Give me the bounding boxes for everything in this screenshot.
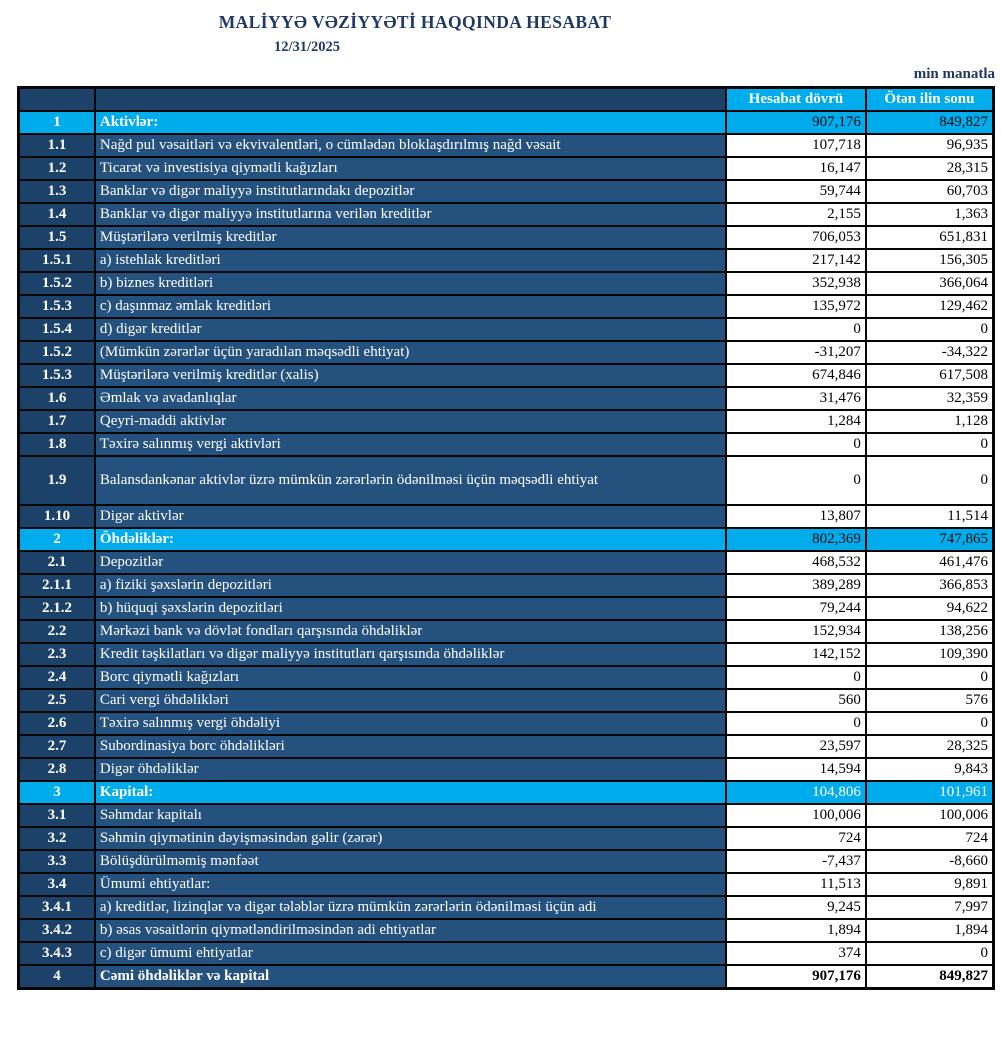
row-number: 1.10 xyxy=(19,505,95,528)
row-value-current: 0 xyxy=(726,712,866,735)
table-row xyxy=(19,620,994,643)
unit-note: min manatla xyxy=(913,66,995,82)
table-row xyxy=(19,180,994,203)
row-number: 3.2 xyxy=(19,827,95,850)
row-value-current: 352,938 xyxy=(726,272,866,295)
row-number: 1.2 xyxy=(19,157,95,180)
row-value-current: 9,245 xyxy=(726,896,866,919)
row-value-previous: 96,935 xyxy=(866,134,994,157)
row-label: Borc qiymətli kağızları xyxy=(95,666,726,689)
row-value-previous: 849,827 xyxy=(866,111,994,134)
row-value-previous: -34,322 xyxy=(866,341,994,364)
row-number: 1.5.2 xyxy=(19,272,95,295)
row-value-current: 0 xyxy=(726,456,866,505)
row-label: Ümumi ehtiyatlar: xyxy=(95,873,726,896)
row-number: 1.3 xyxy=(19,180,95,203)
row-value-current: 16,147 xyxy=(726,157,866,180)
row-value-current: 14,594 xyxy=(726,758,866,781)
row-value-current: 560 xyxy=(726,689,866,712)
row-label: Təxirə salınmış vergi öhdəliyi xyxy=(95,712,726,735)
table-row xyxy=(19,712,994,735)
table-row xyxy=(19,965,994,989)
row-number: 2.1 xyxy=(19,551,95,574)
table-row xyxy=(19,134,994,157)
row-number: 2.1.2 xyxy=(19,597,95,620)
row-value-current: 107,718 xyxy=(726,134,866,157)
row-value-current: 135,972 xyxy=(726,295,866,318)
row-value-previous: 747,865 xyxy=(866,528,994,551)
row-number: 2.3 xyxy=(19,643,95,666)
table-row xyxy=(19,528,994,551)
row-value-current: 706,053 xyxy=(726,226,866,249)
row-number: 2.2 xyxy=(19,620,95,643)
row-label: Əmlak və avadanlıqlar xyxy=(95,387,726,410)
row-label: Cari vergi öhdəlikləri xyxy=(95,689,726,712)
row-label: Qeyri-maddi aktivlər xyxy=(95,410,726,433)
row-label: Kapital: xyxy=(95,781,726,804)
row-value-previous: 11,514 xyxy=(866,505,994,528)
table-row xyxy=(19,456,994,505)
row-number: 2.6 xyxy=(19,712,95,735)
table-row xyxy=(19,203,994,226)
row-label: b) əsas vəsaitlərin qiymətləndirilməsindən adi ehtiyatlar xyxy=(95,919,726,942)
row-value-current: 13,807 xyxy=(726,505,866,528)
table-row xyxy=(19,666,994,689)
row-value-current: 907,176 xyxy=(726,965,866,989)
row-number: 3.3 xyxy=(19,850,95,873)
row-value-current: 0 xyxy=(726,666,866,689)
row-label: Balansdankənar aktivlər üzrə mümkün zərərlərin ödənilməsi üçün məqsədli ehtiyat xyxy=(95,456,726,505)
row-value-current: 217,142 xyxy=(726,249,866,272)
table-row xyxy=(19,111,994,134)
row-label: d) digər kreditlər xyxy=(95,318,726,341)
row-value-current: 1,284 xyxy=(726,410,866,433)
row-number: 1.5.3 xyxy=(19,364,95,387)
row-label: b) biznes kreditləri xyxy=(95,272,726,295)
row-value-previous: 0 xyxy=(866,712,994,735)
row-number: 1.5.1 xyxy=(19,249,95,272)
table-row xyxy=(19,827,994,850)
row-label: (Mümkün zərərlər üçün yaradılan məqsədli ehtiyat) xyxy=(95,341,726,364)
table-row xyxy=(19,157,994,180)
row-value-previous: 94,622 xyxy=(866,597,994,620)
row-number: 3.4.3 xyxy=(19,942,95,965)
row-label: c) daşınmaz əmlak kreditləri xyxy=(95,295,726,318)
row-value-previous: 100,006 xyxy=(866,804,994,827)
row-label: Ticarət və investisiya qiymətli kağızları xyxy=(95,157,726,180)
row-label: Müştərilərə verilmiş kreditlər (xalis) xyxy=(95,364,726,387)
table-row xyxy=(19,433,994,456)
row-label: Səhmdar kapitalı xyxy=(95,804,726,827)
row-label: Müştərilərə verilmiş kreditlər xyxy=(95,226,726,249)
row-value-current: 152,934 xyxy=(726,620,866,643)
header-empty-label-cell xyxy=(95,88,726,112)
row-value-previous: 724 xyxy=(866,827,994,850)
row-label: Mərkəzi bank və dövlət fondları qarşısında öhdəliklər xyxy=(95,620,726,643)
row-label: Aktivlər: xyxy=(95,111,726,134)
row-value-current: 389,289 xyxy=(726,574,866,597)
table-row xyxy=(19,643,994,666)
row-value-previous: 0 xyxy=(866,942,994,965)
row-value-previous: 28,315 xyxy=(866,157,994,180)
row-number: 1.5.2 xyxy=(19,341,95,364)
row-number: 1.7 xyxy=(19,410,95,433)
row-value-previous: 9,843 xyxy=(866,758,994,781)
table-row xyxy=(19,318,994,341)
row-value-current: 31,476 xyxy=(726,387,866,410)
row-number: 1 xyxy=(19,111,95,134)
row-number: 3.4.1 xyxy=(19,896,95,919)
table-row xyxy=(19,574,994,597)
table-row xyxy=(19,758,994,781)
row-number: 2.7 xyxy=(19,735,95,758)
row-number: 2.8 xyxy=(19,758,95,781)
row-value-previous: 576 xyxy=(866,689,994,712)
header-current-period: Hesabat dövrü xyxy=(726,88,866,112)
row-number: 1.5.4 xyxy=(19,318,95,341)
row-label: Öhdəliklər: xyxy=(95,528,726,551)
row-value-previous: 60,703 xyxy=(866,180,994,203)
table-row xyxy=(19,689,994,712)
table-header-row xyxy=(19,88,994,112)
row-number: 1.6 xyxy=(19,387,95,410)
table-row xyxy=(19,505,994,528)
row-value-previous: 1,128 xyxy=(866,410,994,433)
row-value-previous: 366,853 xyxy=(866,574,994,597)
report-date: 12/31/2025 xyxy=(273,39,341,55)
row-label: Səhmin qiymətinin dəyişməsindən gəlir (zərər) xyxy=(95,827,726,850)
row-value-current: 907,176 xyxy=(726,111,866,134)
row-label: Nağd pul vəsaitləri və ekvivalentləri, o cümlədən bloklaşdırılmış nağd vəsait xyxy=(95,134,726,157)
row-label: Depozitlər xyxy=(95,551,726,574)
table-row xyxy=(19,735,994,758)
row-value-previous: 1,363 xyxy=(866,203,994,226)
row-value-previous: 7,997 xyxy=(866,896,994,919)
row-value-previous: 109,390 xyxy=(866,643,994,666)
table-row xyxy=(19,896,994,919)
table-body xyxy=(19,111,994,989)
row-value-current: 0 xyxy=(726,433,866,456)
header-empty-number-cell xyxy=(19,88,95,112)
table-row xyxy=(19,942,994,965)
row-number: 1.5 xyxy=(19,226,95,249)
row-value-previous: 9,891 xyxy=(866,873,994,896)
row-label: Banklar və digər maliyyə institutlarına verilən kreditlər xyxy=(95,203,726,226)
row-value-current: 0 xyxy=(726,318,866,341)
row-number: 1.9 xyxy=(19,456,95,505)
row-number: 3.1 xyxy=(19,804,95,827)
row-value-previous: 461,476 xyxy=(866,551,994,574)
row-label: Digər aktivlər xyxy=(95,505,726,528)
row-label: b) hüquqi şəxslərin depozitləri xyxy=(95,597,726,620)
table-row xyxy=(19,364,994,387)
table-row xyxy=(19,781,994,804)
row-number: 3 xyxy=(19,781,95,804)
row-value-previous: 0 xyxy=(866,318,994,341)
row-value-current: 2,155 xyxy=(726,203,866,226)
row-label: Təxirə salınmış vergi aktivləri xyxy=(95,433,726,456)
table-row xyxy=(19,226,994,249)
row-value-previous: 156,305 xyxy=(866,249,994,272)
row-value-current: 674,846 xyxy=(726,364,866,387)
row-value-previous: 849,827 xyxy=(866,965,994,989)
row-value-current: 59,744 xyxy=(726,180,866,203)
row-value-current: 802,369 xyxy=(726,528,866,551)
header-previous-period: Ötən ilin sonu xyxy=(866,88,994,112)
row-number: 2.5 xyxy=(19,689,95,712)
row-value-previous: 617,508 xyxy=(866,364,994,387)
row-number: 1.4 xyxy=(19,203,95,226)
row-value-previous: 138,256 xyxy=(866,620,994,643)
row-number: 3.4.2 xyxy=(19,919,95,942)
row-number: 1.5.3 xyxy=(19,295,95,318)
table-row xyxy=(19,410,994,433)
row-label: a) fiziki şəxslərin depozitləri xyxy=(95,574,726,597)
row-value-current: -31,207 xyxy=(726,341,866,364)
page-title: MALİYYƏ VƏZİYYƏTİ HAQQINDA HESABAT xyxy=(218,12,612,32)
row-value-previous: 1,894 xyxy=(866,919,994,942)
row-value-current: 11,513 xyxy=(726,873,866,896)
row-value-current: 724 xyxy=(726,827,866,850)
row-value-current: 142,152 xyxy=(726,643,866,666)
row-value-previous: -8,660 xyxy=(866,850,994,873)
row-number: 1.1 xyxy=(19,134,95,157)
row-label: Kredit təşkilatları və digər maliyyə institutları qarşısında öhdəliklər xyxy=(95,643,726,666)
table-row xyxy=(19,272,994,295)
row-value-current: 100,006 xyxy=(726,804,866,827)
row-value-previous: 651,831 xyxy=(866,226,994,249)
row-value-previous: 0 xyxy=(866,456,994,505)
row-value-current: 23,597 xyxy=(726,735,866,758)
row-label: c) digər ümumi ehtiyatlar xyxy=(95,942,726,965)
table-row xyxy=(19,873,994,896)
table-row xyxy=(19,341,994,364)
row-label: Cəmi öhdəliklər və kapital xyxy=(95,965,726,989)
row-number: 3.4 xyxy=(19,873,95,896)
row-value-current: 79,244 xyxy=(726,597,866,620)
row-value-previous: 28,325 xyxy=(866,735,994,758)
table-row xyxy=(19,249,994,272)
financial-position-table xyxy=(17,86,995,990)
row-label: Banklar və digər maliyyə institutlarındakı depozitlər xyxy=(95,180,726,203)
row-value-previous: 0 xyxy=(866,433,994,456)
table-row xyxy=(19,850,994,873)
row-value-current: 1,894 xyxy=(726,919,866,942)
table-row xyxy=(19,295,994,318)
row-label: a) istehlak kreditləri xyxy=(95,249,726,272)
table-row xyxy=(19,597,994,620)
row-number: 2.4 xyxy=(19,666,95,689)
row-value-current: 468,532 xyxy=(726,551,866,574)
report-header xyxy=(0,0,1001,56)
table-row xyxy=(19,919,994,942)
row-value-current: 374 xyxy=(726,942,866,965)
table-row xyxy=(19,387,994,410)
row-value-previous: 0 xyxy=(866,666,994,689)
row-number: 1.8 xyxy=(19,433,95,456)
table-row xyxy=(19,804,994,827)
row-label: Subordinasiya borc öhdəlikləri xyxy=(95,735,726,758)
row-value-current: -7,437 xyxy=(726,850,866,873)
row-label: Digər öhdəliklər xyxy=(95,758,726,781)
row-value-previous: 32,359 xyxy=(866,387,994,410)
row-number: 4 xyxy=(19,965,95,989)
row-number: 2 xyxy=(19,528,95,551)
row-value-current: 104,806 xyxy=(726,781,866,804)
table-row xyxy=(19,551,994,574)
row-value-previous: 129,462 xyxy=(866,295,994,318)
row-label: a) kreditlər, lizinqlər və digər tələblər üzrə mümkün zərərlərin ödənilməsi üçün adi xyxy=(95,896,726,919)
row-number: 2.1.1 xyxy=(19,574,95,597)
row-label: Bölüşdürülməmiş mənfəət xyxy=(95,850,726,873)
row-value-previous: 366,064 xyxy=(866,272,994,295)
row-value-previous: 101,961 xyxy=(866,781,994,804)
